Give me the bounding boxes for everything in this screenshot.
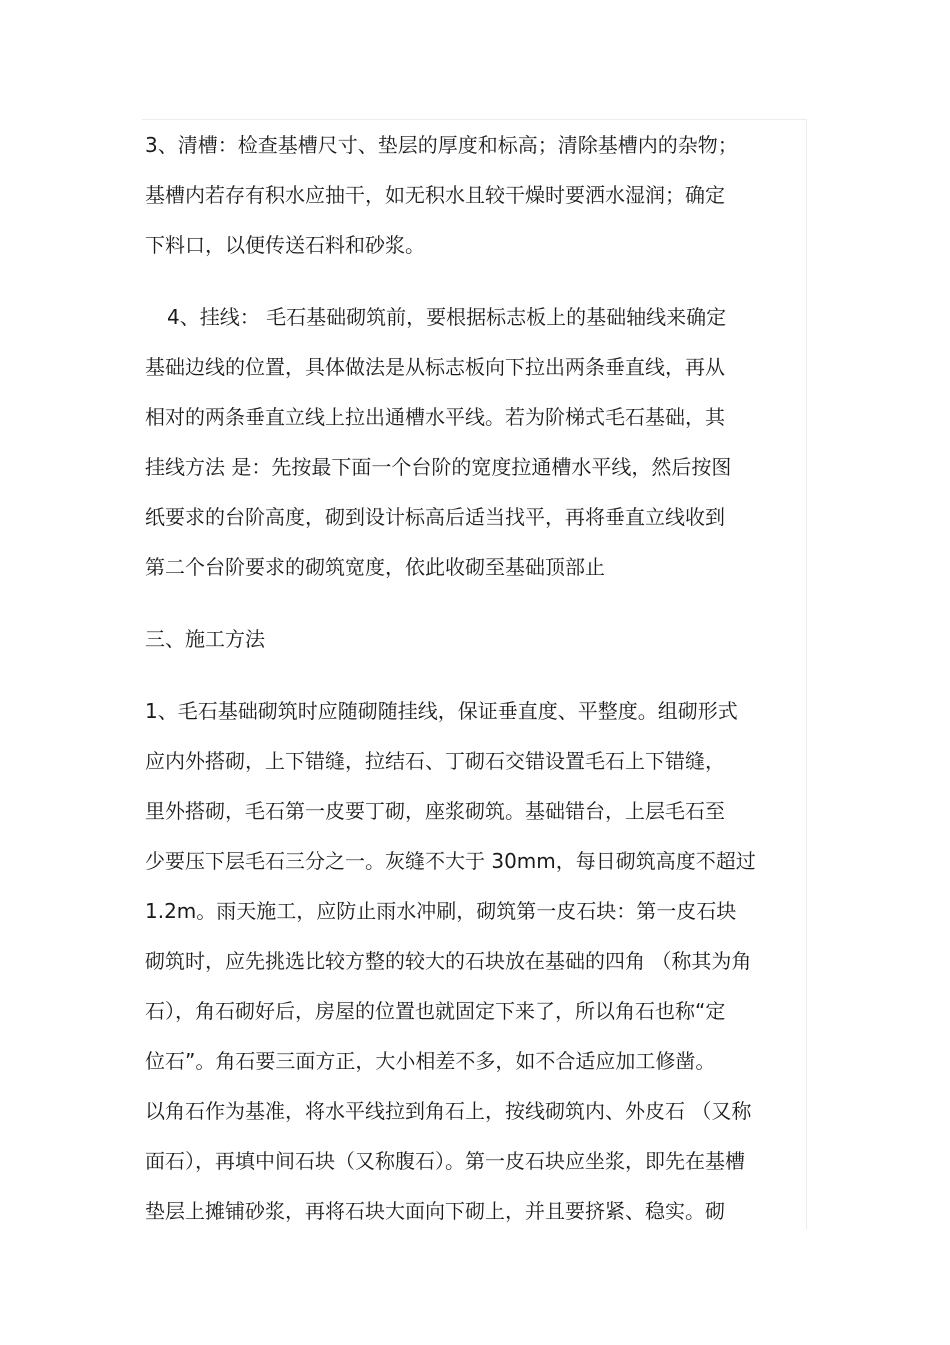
- text-line: 3、清槽：检查基槽尺寸、垫层的厚度和标高；清除基槽内的杂物；: [145, 133, 738, 157]
- text-line: 以角石作为基准，将水平线拉到角石上，按线砌筑内、外皮石 （又称: [145, 1099, 752, 1123]
- text-line: 挂线方法 是：先按最下面一个台阶的宽度拉通槽水平线，然后按图: [145, 455, 732, 479]
- text-line: 少要压下层毛石三分之一。灰缝不大于 30mm，每日砌筑高度不超过: [145, 849, 756, 873]
- text-line: 基础边线的位置，具体做法是从标志板向下拉出两条垂直线，再从: [145, 355, 725, 379]
- text-line: 里外搭砌，毛石第一皮要丁砌，座浆砌筑。基础错台，上层毛石至: [145, 799, 725, 823]
- paragraph-guaxian: [145, 292, 815, 592]
- paragraph-qingcao: [145, 120, 815, 270]
- paragraph-gap: [145, 592, 815, 614]
- text-line: 纸要求的台阶高度，砌到设计标高后适当找平，再将垂直立线收到: [145, 505, 725, 529]
- heading-text: 三、施工方法: [145, 627, 265, 651]
- section-heading: [145, 614, 815, 664]
- text-line: 基槽内若存有积水应抽干，如无积水且较干燥时要洒水湿润；确定: [145, 183, 725, 207]
- text-line: 4、挂线： 毛石基础砌筑前，要根据标志板上的基础轴线来确定: [167, 305, 727, 329]
- text-line: 1.2m。雨天施工，应防止雨水冲刷，砌筑第一皮石块：第一皮石块: [145, 899, 737, 923]
- paragraph-gap: [145, 664, 815, 686]
- text-line: 下料口，以便传送石料和砂浆。: [145, 233, 425, 257]
- document-body: [145, 120, 815, 1236]
- text-line: 垫层上摊铺砂浆，再将石块大面向下砌上，并且要挤紧、稳实。砌: [145, 1199, 725, 1223]
- text-line: 面石），再填中间石块（又称腹石）。第一皮石块应坐浆，即先在基槽: [145, 1149, 745, 1173]
- paragraph-gap: [145, 270, 815, 292]
- text-line: 1、毛石基础砌筑时应随砌随挂线，保证垂直度、平整度。组砌形式: [145, 699, 738, 723]
- text-line: 相对的两条垂直立线上拉出通槽水平线。若为阶梯式毛石基础，其: [145, 405, 725, 429]
- text-line: 石），角石砌好后，房屋的位置也就固定下来了，所以角石也称“定: [145, 999, 726, 1023]
- text-line: 位石”。角石要三面方正，大小相差不多，如不合适应加工修凿。: [145, 1049, 716, 1073]
- text-line: 应内外搭砌，上下错缝，拉结石、丁砌石交错设置毛石上下错缝，: [145, 749, 725, 773]
- text-line: 砌筑时，应先挑选比较方整的较大的石块放在基础的四角 （称其为角: [145, 949, 752, 973]
- paragraph-method-1: [145, 686, 815, 1236]
- text-line: 第二个台阶要求的砌筑宽度，依此收砌至基础顶部止: [145, 555, 605, 579]
